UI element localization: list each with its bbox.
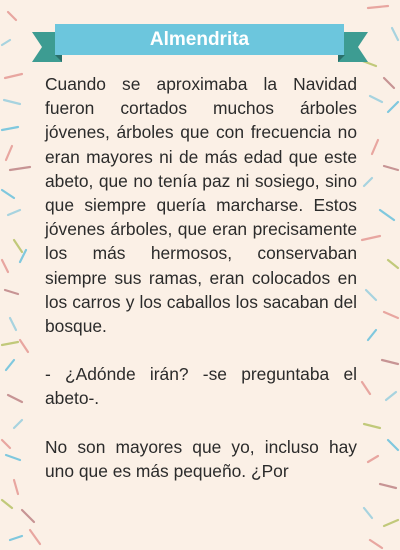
story-paragraph: Cuando se aproximaba la Navidad fueron cortados muchos árboles jóvenes, árboles que con frecuencia no eran mayores ni de más edad que este abeto, que no tenía paz ni sosiego, sino que siempre quería marcharse. Estos jóvenes árboles, que eran precisamente los más hermosos, conservaban siempre sus ramas, eran colocados en los carros y los caballos los sacaban del bosque. (45, 74, 357, 337)
story-paragraph: - ¿Adónde irán? -se preguntaba el abeto-. (45, 364, 357, 409)
story-title: Almendrita (149, 28, 250, 50)
story-paragraph: No son mayores que yo, incluso hay uno que es más pequeño. ¿Por (45, 436, 357, 481)
story-text (45, 72, 357, 507)
